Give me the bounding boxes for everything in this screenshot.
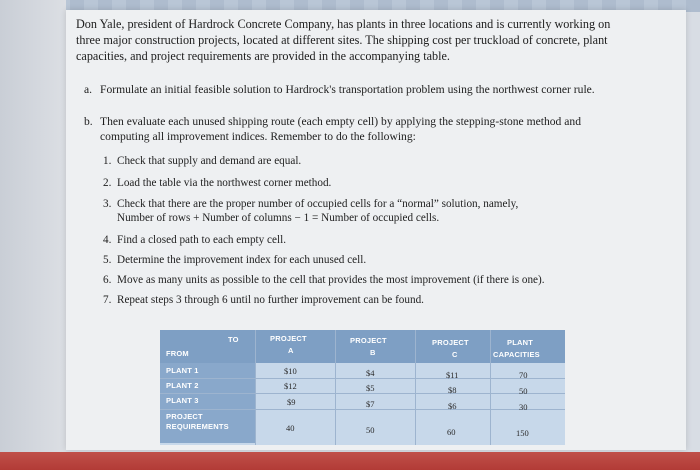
header-plant: PLANT — [507, 338, 533, 347]
capacity-p2: 50 — [519, 386, 528, 396]
transportation-table — [160, 330, 565, 445]
step-7: 7. Repeat steps 3 through 6 until no further improvement can be found. — [103, 294, 424, 306]
header-project-b-letter: B — [370, 348, 376, 357]
item-b — [84, 114, 629, 144]
col-divider — [335, 330, 336, 445]
step-1: 1. Check that supply and demand are equal. — [103, 155, 302, 167]
col-divider — [490, 330, 491, 445]
item-a — [84, 82, 629, 97]
col-divider — [255, 330, 256, 445]
row-label-plant-3: PLANT 3 — [166, 396, 199, 405]
to-label: TO — [228, 335, 239, 344]
capacity-p3: 30 — [519, 402, 528, 412]
cost-p3-c: $6 — [448, 401, 457, 411]
cost-p2-c: $8 — [448, 385, 457, 395]
requirement-a: 40 — [286, 423, 295, 433]
from-label: FROM — [166, 349, 189, 358]
step-3: 3. Check that there are the proper number of occupied cells for a “normal” solution, namely, — [103, 198, 519, 210]
background-strip-bottom — [0, 452, 700, 470]
header-project-b: PROJECT — [350, 336, 387, 345]
header-project-c: PROJECT — [432, 338, 469, 347]
item-b-text: Then evaluate each unused shipping route (each empty cell) by applying the stepping-stone method and computing all improvement indices. Remember to do the following: — [100, 115, 581, 143]
row-label-plant-2: PLANT 2 — [166, 381, 199, 390]
req-label-2: REQUIREMENTS — [166, 422, 229, 431]
step-2: 2. Load the table via the northwest corner method. — [103, 177, 332, 189]
cost-p2-a: $12 — [284, 381, 297, 391]
step-4: 4. Find a closed path to each empty cell. — [103, 234, 287, 246]
cost-p1-a: $10 — [284, 366, 297, 376]
requirement-c: 60 — [447, 427, 456, 437]
item-a-text: Formulate an initial feasible solution to Hardrock's transportation problem using the northwest corner rule. — [100, 83, 595, 96]
cost-p1-b: $4 — [366, 368, 375, 378]
req-label-1: PROJECT — [166, 412, 203, 421]
background-left-shade — [0, 0, 66, 470]
header-project-c-letter: C — [452, 350, 458, 359]
step-6: 6. Move as many units as possible to the cell that provides the most improvement (if there is one). — [103, 274, 545, 286]
row-divider — [160, 409, 565, 410]
requirement-b: 50 — [366, 425, 375, 435]
header-project-a: PROJECT — [270, 334, 307, 343]
row-label-plant-1: PLANT 1 — [166, 366, 199, 375]
cost-p3-b: $7 — [366, 399, 375, 409]
step-5: 5. Determine the improvement index for each unused cell. — [103, 254, 367, 266]
header-capacities: CAPACITIES — [493, 350, 540, 359]
step-3-formula: Number of rows + Number of columns − 1 = Number of occupied cells. — [117, 212, 440, 224]
item-a-mark: a. — [84, 83, 93, 96]
capacity-p1: 70 — [519, 370, 528, 380]
header-project-a-letter: A — [288, 346, 294, 355]
row-divider — [160, 393, 565, 394]
col-divider — [415, 330, 416, 445]
cost-p2-b: $5 — [366, 383, 375, 393]
total-capacity: 150 — [516, 428, 529, 438]
cost-p1-c: $11 — [446, 370, 459, 380]
item-b-mark: b. — [84, 115, 93, 128]
problem-intro: Don Yale, president of Hardrock Concrete Company, has plants in three locations and is currently working on three major construction projects, located at different sites. The shipping cost per truckload of concrete, plant capacities, and project requirements are provided in the accompanying table. — [76, 17, 611, 63]
row-divider — [160, 378, 565, 379]
cost-p3-a: $9 — [287, 397, 296, 407]
